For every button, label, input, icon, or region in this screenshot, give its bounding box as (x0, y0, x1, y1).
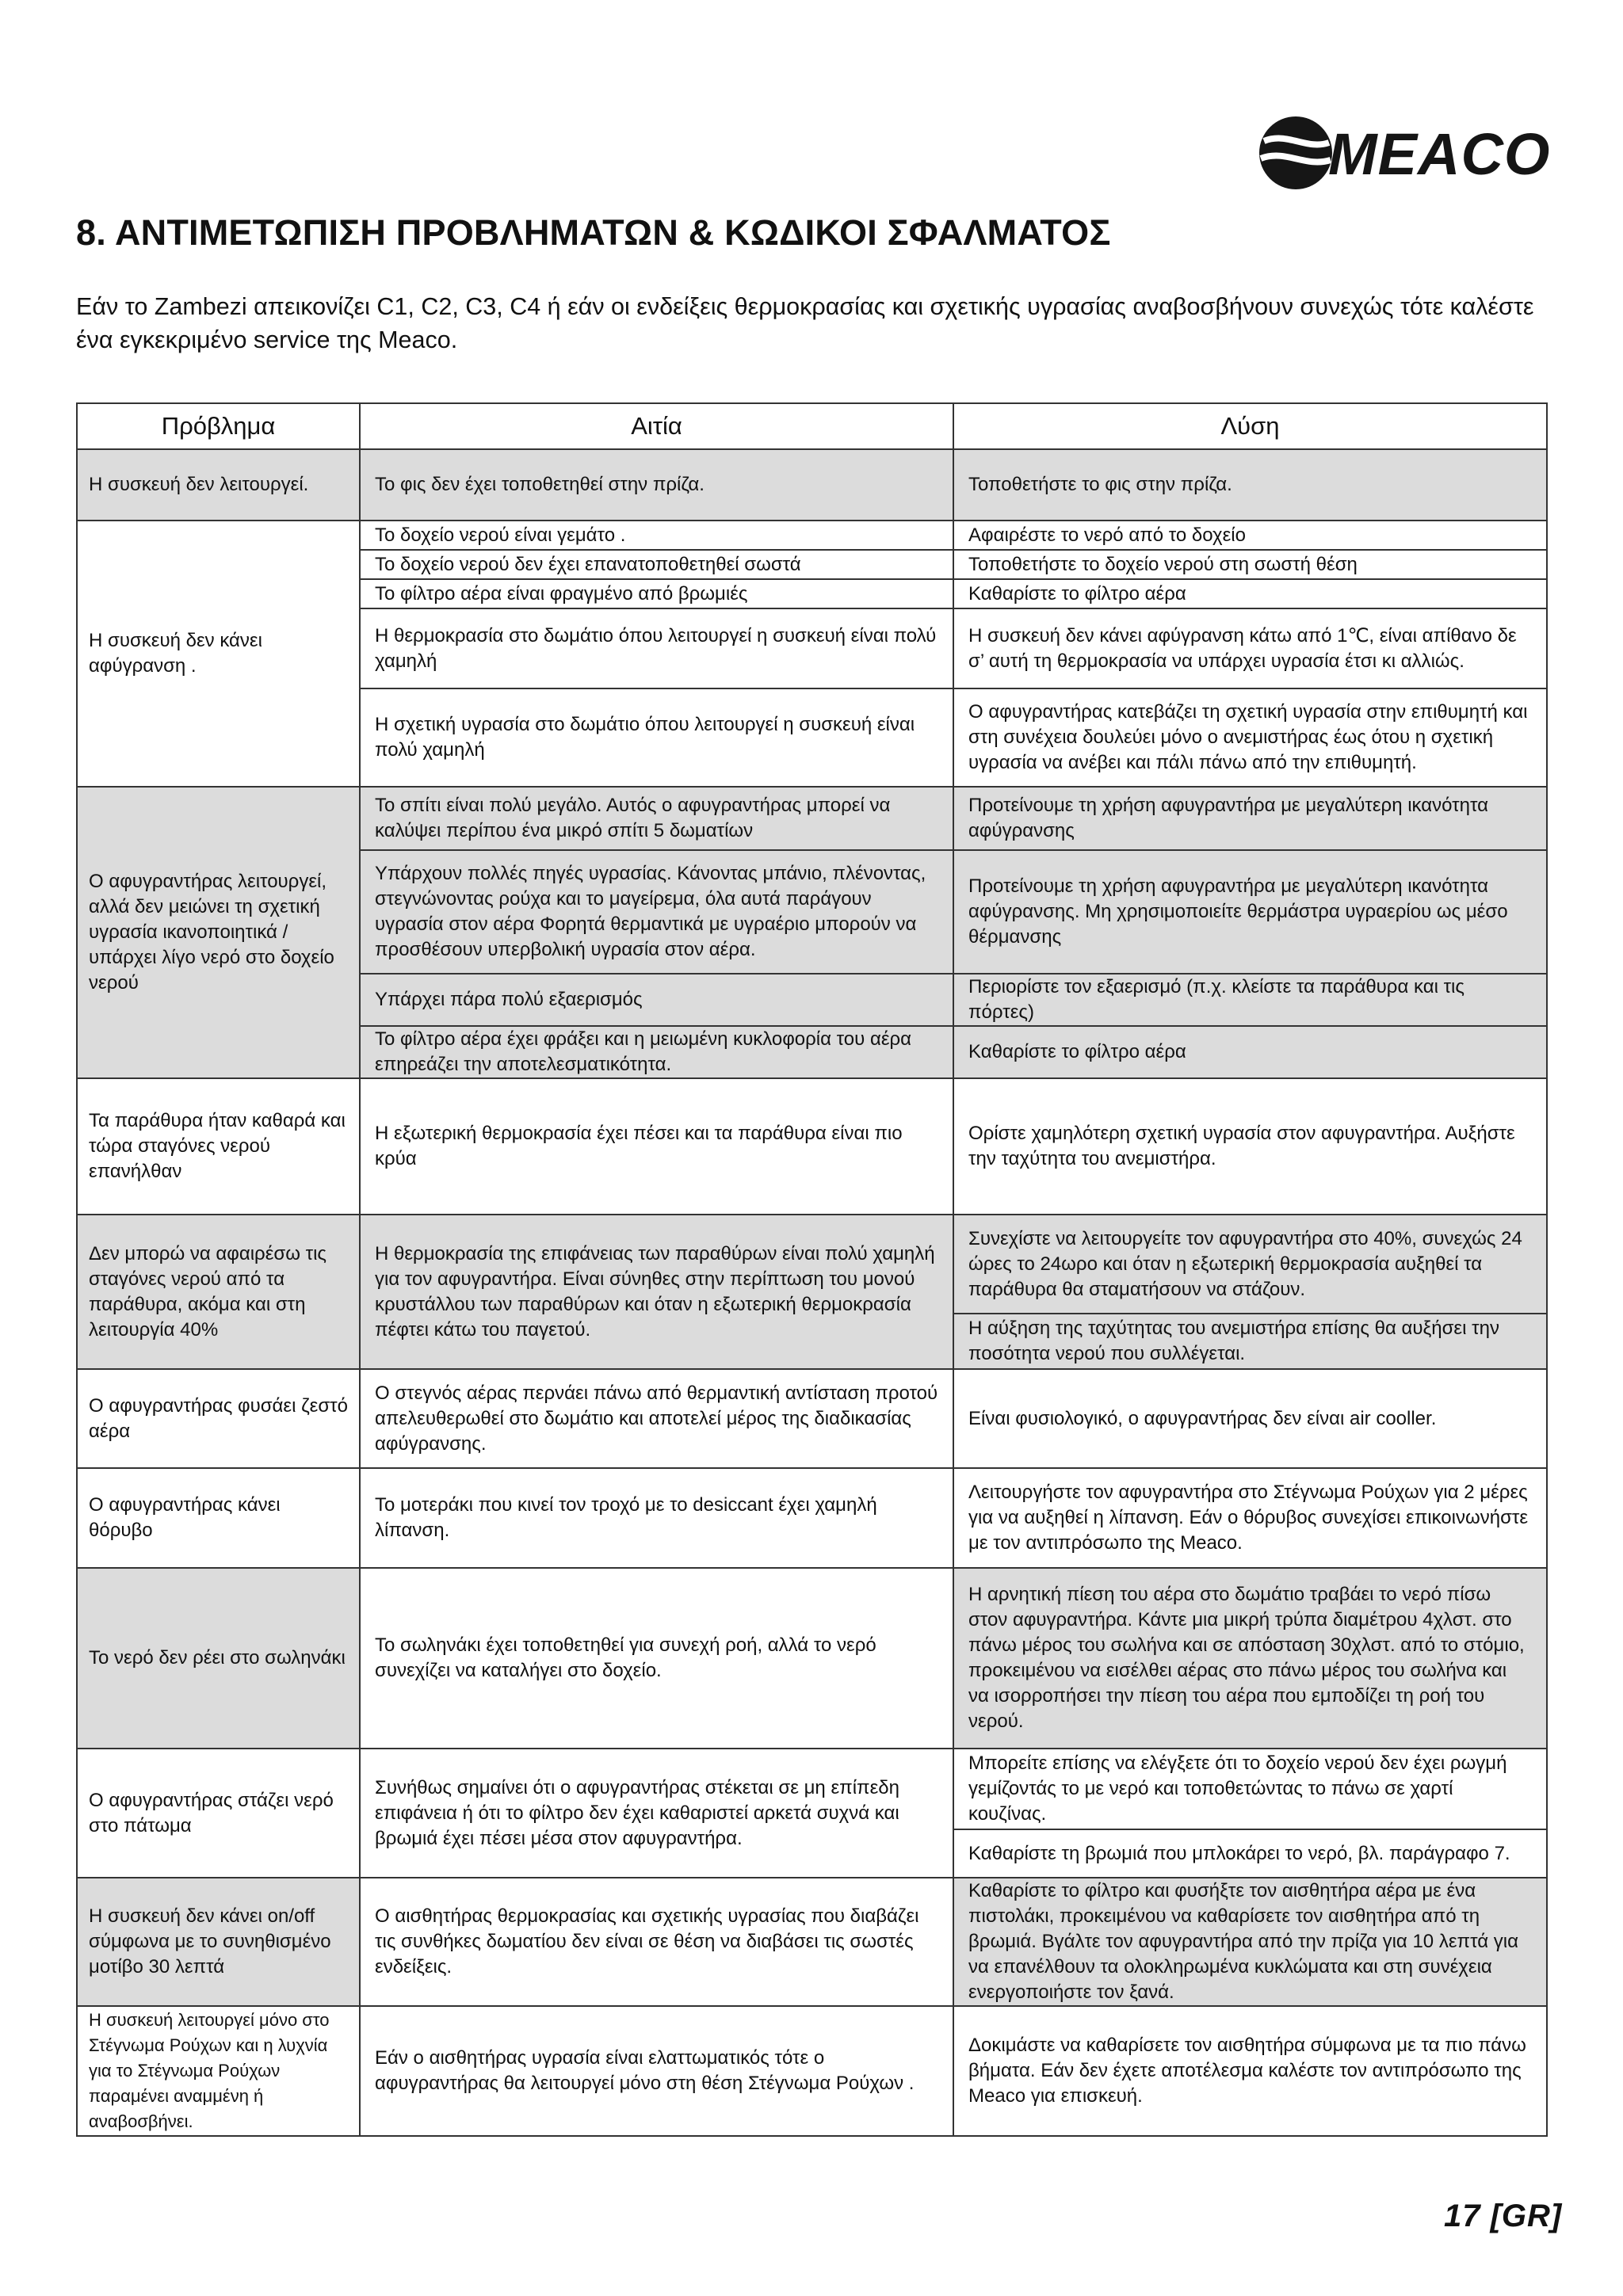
cause-cell: Εάν ο αισθητήρας υγρασία είναι ελαττωματικός τότε ο αφυγραντήρας θα λειτουργεί μόνο στη θέση Στέγνωμα Ρούχων . (360, 2006, 953, 2136)
problem-cell: Ο αφυγραντήρας φυσάει ζεστό αέρα (77, 1369, 360, 1468)
cause-cell: Το σπίτι είναι πολύ μεγάλο. Αυτός ο αφυγραντήρας μπορεί να καλύψει περίπου ένα μικρό σπίτι 5 δωματίων (360, 787, 953, 850)
problem-cell: Το νερό δεν ρέει στο σωληνάκι (77, 1568, 360, 1749)
problem-cell: Η συσκευή λειτουργεί μόνο στο Στέγνωμα Ρούχων και η λυχνία για το Στέγνωμα Ρούχων παραμένει αναμμένη ή αναβοσβήνει. (77, 2006, 360, 2136)
solution-cell: Δοκιμάστε να καθαρίσετε τον αισθητήρα σύμφωνα με τα πιο πάνω βήματα. Εάν δεν έχετε αποτέλεσμα καλέστε τον αντιπρόσωπο της Meaco για επισκευή. (953, 2006, 1547, 2136)
solution-cell: Η αρνητική πίεση του αέρα στο δωμάτιο τραβάει το νερό πίσω στον αφυγραντήρα. Κάντε μια μικρή τρύπα διαμέτρου 4χλστ. στο πάνω μέρος του σωλήνα και σε απόσταση 30χλστ. από το στόμιο, προκειμένου να εισέλθει αέρας στο πάνω μέρος του σωλήνα και να ισορροπήσει την πίεση του αέρα που εμποδίζει τη ροή του νερού. (953, 1568, 1547, 1749)
solution-cell: Τοποθετήστε το δοχείο νερού στη σωστή θέση (953, 550, 1547, 579)
solution-cell: Η συσκευή δεν κάνει αφύγρανση κάτω από 1℃, είναι απίθανο δε σ’ αυτή τη θερμοκρασία να υπάρχει υγρασία έτσι κι αλλιώς. (953, 608, 1547, 688)
troubleshooting-table (76, 402, 1548, 2137)
intro-paragraph: Εάν το Zambezi απεικονίζει C1, C2, C3, C4 ή εάν οι ενδείξεις θερμοκρασίας και σχετικής υγρασίας αναβοσβήνουν συνεχώς τότε καλέστε ένα εγκεκριμένο service της Meaco. (76, 293, 1534, 353)
cause-cell: Ο στεγνός αέρας περνάει πάνω από θερμαντική αντίσταση προτού απελευθερωθεί στο δωμάτιο και αποτελεί μέρος της διαδικασίας αφύγρανσης. (360, 1369, 953, 1468)
table-row (77, 521, 1547, 550)
solution-cell: Καθαρίστε το φίλτρο αέρα (953, 1026, 1547, 1078)
cause-cell: Το δοχείο νερού δεν έχει επανατοποθετηθεί σωστά (360, 550, 953, 579)
cause-cell: Υπάρχουν πολλές πηγές υγρασίας. Κάνοντας μπάνιο, πλένοντας, στεγνώνοντας ρούχα και το μαγείρεμα, όλα αυτά παράγουν υγρασία στον αέρα Φορητά θερμαντικά με υγραέριο μπορούν να προσθέσουν υπερβολική υγρασία στον αέρα. (360, 850, 953, 974)
problem-cell: Τα παράθυρα ήταν καθαρά και τώρα σταγόνες νερού επανήλθαν (77, 1078, 360, 1215)
problem-cell: Ο αφυγραντήρας κάνει θόρυβο (77, 1468, 360, 1568)
table-row (77, 1878, 1547, 2006)
table-row (77, 2006, 1547, 2136)
table-row (77, 449, 1547, 521)
brand-name: MEACO (1328, 121, 1551, 187)
cause-cell: Ο αισθητήρας θερμοκρασίας και σχετικής υγρασίας που διαβάζει τις συνθήκες δωματίου δεν είναι σε θέση να διαβάσει τις σωστές ενδείξεις. (360, 1878, 953, 2006)
solution-cell: Μπορείτε επίσης να ελέγξετε ότι το δοχείο νερού δεν έχει ρωγμή γεμίζοντάς το με νερό και τοποθετώντας το πάνω σε χαρτί κουζίνας. (953, 1749, 1547, 1829)
solution-cell: Προτείνουμε τη χρήση αφυγραντήρα με μεγαλύτερη ικανότητα αφύγρανσης (953, 787, 1547, 850)
solution-cell: Ο αφυγραντήρας κατεβάζει τη σχετική υγρασία στην επιθυμητή και στη συνέχεια δουλεύει μόνο ο ανεμιστήρας έως ότου η σχετική υγρασία να ανέβει και πάλι πάνω από την επιθυμητή. (953, 688, 1547, 787)
cause-cell: Το δοχείο νερού είναι γεμάτο . (360, 521, 953, 550)
solution-cell: Καθαρίστε το φίλτρο και φυσήξτε τον αισθητήρα αέρα με ένα πιστολάκι, προκειμένου να καθαρίσετε τον αισθητήρα από τη βρωμιά. Βγάλτε τον αφυγραντήρα από την πρίζα για 10 λεπτά για να επανέλθουν τα ολοκληρωμένα κυκλώματα και στη συνέχεια ενεργοποιήστε τον ξανά. (953, 1878, 1547, 2006)
header-problem: Πρόβλημα (77, 403, 360, 449)
cause-cell: Το φίλτρο αέρα έχει φράξει και η μειωμένη κυκλοφορία του αέρα επηρεάζει την αποτελεσματικότητα. (360, 1026, 953, 1078)
problem-cell: Η συσκευή δεν κάνει on/off σύμφωνα με το συνηθισμένο μοτίβο 30 λεπτά (77, 1878, 360, 2006)
problem-cell: Ο αφυγραντήρας λειτουργεί, αλλά δεν μειώνει τη σχετική υγρασία ικανοποιητικά /υπάρχει λίγο νερό στο δοχείο νερού (77, 787, 360, 1078)
cause-cell: Το μοτεράκι που κινεί τον τροχό με το desiccant έχει χαμηλή λίπανση. (360, 1468, 953, 1568)
table-row (77, 1369, 1547, 1468)
solution-cell: Καθαρίστε τη βρωμιά που μπλοκάρει το νερό, βλ. παράγραφο 7. (953, 1829, 1547, 1878)
page-title: 8. ΑΝΤΙΜΕΤΩΠΙΣΗ ΠΡΟΒΛΗΜΑΤΩΝ & ΚΩΔΙΚΟΙ ΣΦΑΛΜΑΤΟΣ (76, 212, 1111, 253)
problem-cell: Δεν μπορώ να αφαιρέσω τις σταγόνες νερού από τα παράθυρα, ακόμα και στη λειτουργία 40% (77, 1215, 360, 1369)
problem-cell: Η συσκευή δεν λειτουργεί. (77, 449, 360, 521)
problem-cell: Ο αφυγραντήρας στάζει νερό στο πάτωμα (77, 1749, 360, 1878)
cause-cell: Η θερμοκρασία στο δωμάτιο όπου λειτουργεί η συσκευή είναι πολύ χαμηλή (360, 608, 953, 688)
cause-cell: Συνήθως σημαίνει ότι ο αφυγραντήρας στέκεται σε μη επίπεδη επιφάνεια ή ότι το φίλτρο δεν έχει καθαριστεί αρκετά συχνά και βρωμιά έχει πέσει μέσα στον αφυγραντήρα. (360, 1749, 953, 1878)
table-header-row (77, 403, 1547, 449)
table-row (77, 1078, 1547, 1215)
solution-cell: Αφαιρέστε το νερό από το δοχείο (953, 521, 1547, 550)
cause-cell: Το φις δεν έχει τοποθετηθεί στην πρίζα. (360, 449, 953, 521)
cause-cell: Η εξωτερική θερμοκρασία έχει πέσει και τα παράθυρα είναι πιο κρύα (360, 1078, 953, 1215)
solution-cell: Περιορίστε τον εξαερισμό (π.χ. κλείστε τα παράθυρα και τις πόρτες) (953, 974, 1547, 1026)
solution-cell: Τοποθετήστε το φις στην πρίζα. (953, 449, 1547, 521)
table-row (77, 1215, 1547, 1314)
cause-cell: Η σχετική υγρασία στο δωμάτιο όπου λειτουργεί η συσκευή είναι πολύ χαμηλή (360, 688, 953, 787)
solution-cell: Ορίστε χαμηλότερη σχετική υγρασία στον αφυγραντήρα. Αυξήστε την ταχύτητα του ανεμιστήρα. (953, 1078, 1547, 1215)
table-row (77, 1468, 1547, 1568)
solution-cell: Συνεχίστε να λειτουργείτε τον αφυγραντήρα στο 40%, συνεχώς 24 ώρες το 24ωρο και όταν η εξωτερική θερμοκρασία αυξηθεί τα παράθυρα θα σταματήσουν να στάζουν. (953, 1215, 1547, 1314)
cause-cell: Το φίλτρο αέρα είναι φραγμένο από βρωμιές (360, 579, 953, 608)
cause-cell: Η θερμοκρασία της επιφάνειας των παραθύρων είναι πολύ χαμηλή για τον αφυγραντήρα. Είναι σύνηθες στην περίπτωση του μονού κρυστάλλου των παραθύρων και όταν η εξωτερική θερμοκρασία πέφτει κάτω του παγετού. (360, 1215, 953, 1369)
solution-cell: Η αύξηση της ταχύτητας του ανεμιστήρα επίσης θα αυξήσει την ποσότητα νερού που συλλέγεται. (953, 1314, 1547, 1369)
page-number: 17 [GR] (1444, 2199, 1563, 2233)
cause-cell: Υπάρχει πάρα πολύ εξαερισμός (360, 974, 953, 1026)
table-row (77, 1568, 1547, 1749)
solution-cell: Είναι φυσιολογικό, ο αφυγραντήρας δεν είναι air cooller. (953, 1369, 1547, 1468)
problem-cell: Η συσκευή δεν κάνει αφύγρανση . (77, 521, 360, 787)
solution-cell: Καθαρίστε το φίλτρο αέρα (953, 579, 1547, 608)
header-cause: Αιτία (360, 403, 953, 449)
header-solution: Λύση (953, 403, 1547, 449)
table-row (77, 787, 1547, 850)
solution-cell: Λειτουργήστε τον αφυγραντήρα στο Στέγνωμα Ρούχων για 2 μέρες για να αυξηθεί η λίπανση. Εάν ο θόρυβος συνεχίσει επικοινωνήστε με τον αντιπρόσωπο της Meaco. (953, 1468, 1547, 1568)
cause-cell: Το σωληνάκι έχει τοποθετηθεί για συνεχή ροή, αλλά το νερό συνεχίζει να καταλήγει στο δοχείο. (360, 1568, 953, 1749)
table-row (77, 1749, 1547, 1829)
solution-cell: Προτείνουμε τη χρήση αφυγραντήρα με μεγαλύτερη ικανότητα αφύγρανσης. Μη χρησιμοποιείτε θερμάστρα υγραερίου ως μέσο θέρμανσης (953, 850, 1547, 974)
